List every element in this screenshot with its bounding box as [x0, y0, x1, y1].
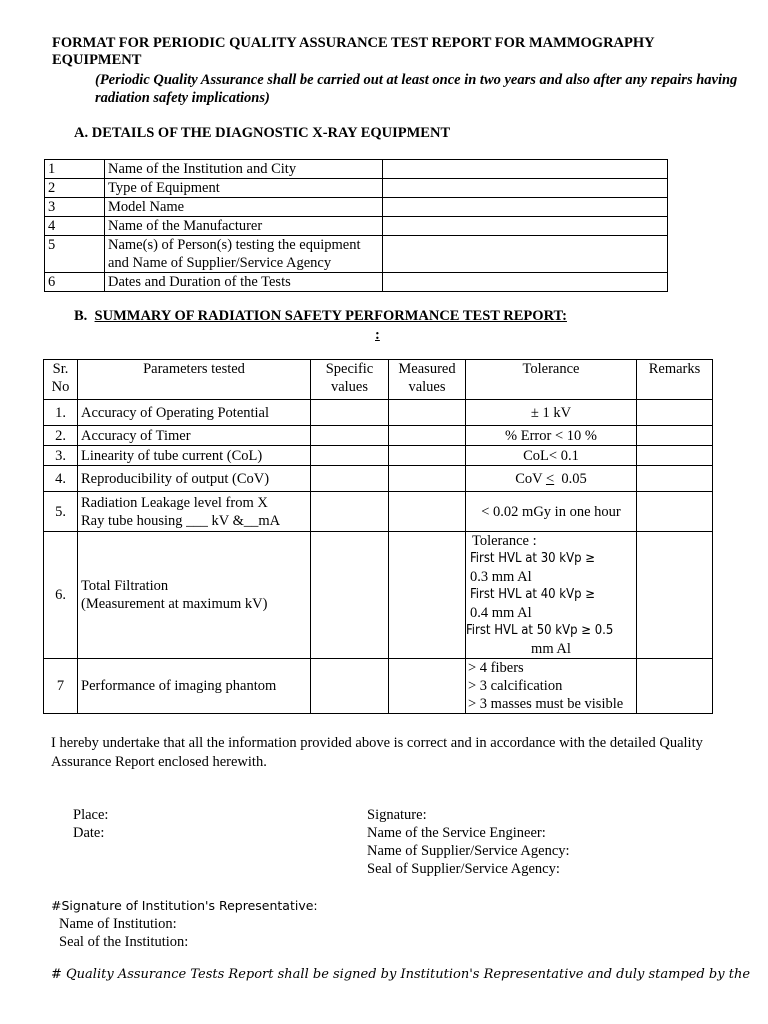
row-number: 5 [45, 236, 105, 273]
equipment-details-table [44, 159, 668, 292]
agency-name-label: Name of Supplier/Service Agency: [367, 843, 570, 859]
entry-cell[interactable] [383, 217, 668, 236]
row-number: 7 [44, 659, 78, 714]
measured-value-cell[interactable] [389, 426, 466, 446]
row-number: 2 [45, 179, 105, 198]
parameter-cell: Reproducibility of output (CoV) [78, 466, 311, 492]
table-row [45, 179, 668, 198]
col-header-line: values [330, 379, 369, 395]
table-row [45, 217, 668, 236]
parameter-cell [78, 532, 311, 659]
declaration-text: I hereby undertake that all the information provided above is correct and in accordance with the detailed Quality Assurance Report enclosed herewith. [51, 735, 703, 770]
entry-cell[interactable] [383, 273, 668, 292]
tolerance-suffix: 0.05 [554, 470, 587, 487]
specific-value-cell[interactable] [311, 466, 389, 492]
col-header-line: Specific [325, 361, 374, 377]
col-header-line: Sr. [52, 361, 69, 377]
row-label: Name of the Institution and City [105, 160, 383, 179]
tolerance-line: > 4 fibers [468, 660, 524, 676]
row-number: 3. [44, 446, 78, 466]
entry-cell[interactable] [383, 160, 668, 179]
remarks-cell[interactable] [637, 426, 713, 446]
col-header-param: Parameters tested [78, 360, 311, 400]
tolerance-line: > 3 calcification [468, 678, 563, 694]
agency-seal-label: Seal of Supplier/Service Agency: [367, 861, 560, 877]
row-number: 6. [44, 532, 78, 659]
tolerance-line: Tolerance : [472, 533, 537, 549]
parameter-line: Total Filtration [81, 578, 169, 594]
safety-summary-table [43, 359, 713, 714]
section-b-heading [74, 307, 567, 325]
row-label [105, 236, 383, 273]
row-number: 1 [45, 160, 105, 179]
institution-block [51, 897, 318, 951]
table-row [44, 532, 713, 659]
document-title: FORMAT FOR PERIODIC QUALITY ASSURANCE TEST REPORT FOR MAMMOGRAPHY EQUIPMENT [52, 35, 655, 68]
tolerance-cell: < 0.02 mGy in one hour [466, 492, 637, 532]
row-label-line: Name(s) of Person(s) testing the equipment [108, 237, 361, 253]
remarks-cell[interactable] [637, 446, 713, 466]
service-engineer-block [367, 806, 570, 878]
measured-value-cell[interactable] [389, 492, 466, 532]
less-equal-symbol: < [545, 470, 555, 487]
table-row [45, 198, 668, 217]
tolerance-line: First HVL at 30 kVp ≥ [470, 551, 596, 566]
parameter-cell: Accuracy of Operating Potential [78, 400, 311, 426]
section-a-heading: A. DETAILS OF THE DIAGNOSTIC X-RAY EQUIPMENT [74, 125, 451, 141]
table-row [44, 492, 713, 532]
document-subtitle: (Periodic Quality Assurance shall be carried out at least once in two years and also after any repairs having radiation safety implications) [95, 72, 738, 106]
row-number: 4. [44, 466, 78, 492]
specific-value-cell[interactable] [311, 492, 389, 532]
section-b-colon: : [375, 327, 380, 343]
tolerance-cell [466, 659, 637, 714]
table-row [44, 426, 713, 446]
entry-cell[interactable] [383, 179, 668, 198]
signature-label: Signature: [367, 807, 427, 823]
tolerance-line: 0.3 mm Al [470, 569, 532, 585]
tolerance-cell: ± 1 kV [466, 400, 637, 426]
tolerance-line: First HVL at 40 kVp ≥ [470, 587, 596, 602]
row-label: Type of Equipment [105, 179, 383, 198]
col-header-measured [389, 360, 466, 400]
col-header-line: values [408, 379, 446, 395]
table-row [44, 400, 713, 426]
institution-name-label: Name of Institution: [59, 916, 177, 932]
tolerance-cell [466, 466, 637, 492]
col-header-line: No [51, 379, 70, 395]
measured-value-cell[interactable] [389, 466, 466, 492]
table-row [44, 446, 713, 466]
remarks-cell[interactable] [637, 466, 713, 492]
entry-cell[interactable] [383, 198, 668, 217]
row-number: 3 [45, 198, 105, 217]
parameter-line: Ray tube housing ___ kV &__mA [81, 512, 281, 529]
remarks-cell[interactable] [637, 659, 713, 714]
parameter-cell: Accuracy of Timer [78, 426, 311, 446]
remarks-cell[interactable] [637, 400, 713, 426]
tolerance-line: > 3 masses must be visible [468, 696, 624, 712]
tolerance-line: First HVL at 50 kVp ≥ 0.5 [466, 623, 614, 638]
tolerance-cell: CoL< 0.1 [466, 446, 637, 466]
specific-value-cell[interactable] [311, 532, 389, 659]
row-label: Dates and Duration of the Tests [105, 273, 383, 292]
measured-value-cell[interactable] [389, 532, 466, 659]
col-header-tolerance: Tolerance [466, 360, 637, 400]
tolerance-prefix: CoV [515, 470, 546, 487]
col-header-line: Measured [398, 361, 456, 377]
specific-value-cell[interactable] [311, 446, 389, 466]
specific-value-cell[interactable] [311, 426, 389, 446]
remarks-cell[interactable] [637, 492, 713, 532]
row-label-line: and Name of Supplier/Service Agency [108, 255, 332, 271]
tolerance-line: mm Al [531, 641, 571, 657]
row-number: 4 [45, 217, 105, 236]
col-header-sr [44, 360, 78, 400]
row-label: Model Name [105, 198, 383, 217]
row-number: 6 [45, 273, 105, 292]
parameter-line: (Measurement at maximum kV) [81, 596, 268, 612]
col-header-spec [311, 360, 389, 400]
row-number: 2. [44, 426, 78, 446]
remarks-cell[interactable] [637, 532, 713, 659]
parameter-line: Radiation Leakage level from X [81, 494, 268, 511]
measured-value-cell[interactable] [389, 659, 466, 714]
institution-signature-label: #Signature of Institution's Representative: [51, 898, 318, 913]
date-label: Date: [73, 825, 105, 841]
table-row [45, 160, 668, 179]
specific-value-cell[interactable] [311, 659, 389, 714]
parameter-cell [78, 492, 311, 532]
footnote: # Quality Assurance Tests Report shall be signed by Institution's Representative and duly stamped by the [51, 967, 751, 982]
institution-seal-label: Seal of the Institution: [59, 934, 189, 950]
row-number: 5. [44, 492, 78, 532]
row-number: 1. [44, 400, 78, 426]
section-b-prefix: B. [74, 308, 88, 324]
parameter-cell: Linearity of tube current (CoL) [78, 446, 311, 466]
table-row [44, 659, 713, 714]
measured-value-cell[interactable] [389, 400, 466, 426]
place-date-block [73, 806, 108, 842]
tolerance-cell: % Error < 10 % [466, 426, 637, 446]
table-row [45, 273, 668, 292]
tolerance-cell [466, 532, 637, 659]
table-row [45, 236, 668, 273]
place-label: Place: [73, 807, 109, 823]
measured-value-cell[interactable] [389, 446, 466, 466]
tolerance-line: 0.4 mm Al [470, 605, 532, 621]
entry-cell[interactable] [383, 236, 668, 273]
engineer-name-label: Name of the Service Engineer: [367, 825, 546, 841]
row-label: Name of the Manufacturer [105, 217, 383, 236]
table-header-row [44, 360, 713, 400]
table-row [44, 466, 713, 492]
col-header-remarks: Remarks [637, 360, 713, 400]
parameter-cell: Performance of imaging phantom [78, 659, 311, 714]
section-b-title: SUMMARY OF RADIATION SAFETY PERFORMANCE TEST REPORT: [94, 308, 567, 324]
specific-value-cell[interactable] [311, 400, 389, 426]
